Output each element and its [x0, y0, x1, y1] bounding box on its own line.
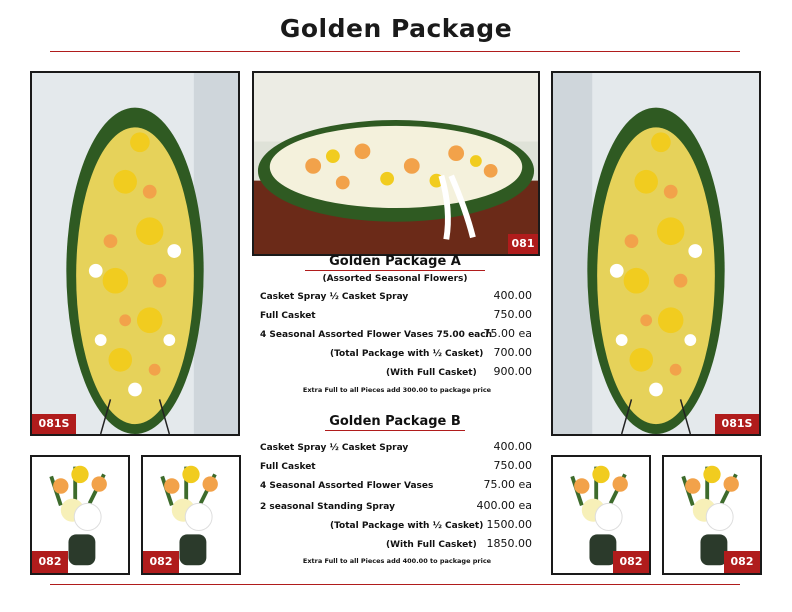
- standing-spray-photo-left: [30, 71, 240, 436]
- package-a-total-half: (Total Package with ½ Casket): [330, 349, 484, 359]
- product-code-badge: 081S: [715, 414, 759, 434]
- package-b-row-label: 2 seasonal Standing Spray: [260, 502, 395, 512]
- product-code-badge: 082: [143, 551, 179, 573]
- package-a-row-price: 900.00: [493, 365, 532, 378]
- casket-spray-photo: [254, 73, 538, 254]
- package-a-divider: [305, 270, 485, 271]
- product-code-badge: 082: [724, 551, 760, 573]
- bottom-divider: [50, 584, 740, 585]
- vase-photo-2: [141, 455, 241, 575]
- page-title: Golden Package: [279, 14, 513, 43]
- standing-spray-photo: [32, 73, 238, 434]
- package-a-note: Extra Full to all Pieces add 300.00 to package price: [302, 386, 492, 394]
- package-b-row-price: 400.00: [493, 440, 532, 453]
- package-a-subheading: (Assorted Seasonal Flowers): [322, 274, 468, 284]
- package-a-row-price: 700.00: [493, 346, 532, 359]
- vase-photo-3: [551, 455, 651, 575]
- product-code-badge: 081S: [32, 414, 76, 434]
- package-b-note: Extra Full to all Pieces add 400.00 to package price: [302, 557, 492, 565]
- package-a-row-price: 400.00: [493, 289, 532, 302]
- standing-spray-photo-right: [551, 71, 761, 436]
- package-a-row-label: Full Casket: [260, 311, 316, 321]
- top-divider: [50, 51, 740, 52]
- package-a-row-label: 4 Seasonal Assorted Flower Vases 75.00 each: [260, 330, 493, 340]
- package-b-row-label: Casket Spray ½ Casket Spray: [260, 443, 409, 453]
- package-b-total-half: (Total Package with ½ Casket): [330, 521, 484, 531]
- vase-photo-1: [30, 455, 130, 575]
- package-a-total-full: (With Full Casket): [386, 368, 477, 378]
- package-b-total-full: (With Full Casket): [386, 540, 477, 550]
- package-a-row-price: 75.00 ea: [483, 327, 532, 340]
- package-b-row-price: 750.00: [493, 459, 532, 472]
- vase-photo-4: [662, 455, 762, 575]
- package-b-heading: Golden Package B: [329, 414, 461, 429]
- product-code-badge: 081: [508, 234, 538, 254]
- package-a-heading: Golden Package A: [329, 254, 461, 269]
- package-a-row-price: 750.00: [493, 308, 532, 321]
- package-b-row-price: 1850.00: [486, 537, 532, 550]
- casket-spray-photo-frame: [252, 71, 540, 256]
- package-b-row-label: Full Casket: [260, 462, 316, 472]
- package-b-row-price: 1500.00: [486, 518, 532, 531]
- standing-spray-photo: [553, 73, 759, 434]
- package-a-row-label: Casket Spray ½ Casket Spray: [260, 292, 409, 302]
- package-b-row-price: 400.00 ea: [476, 499, 532, 512]
- package-b-divider: [325, 430, 465, 431]
- package-b-row-label: 4 Seasonal Assorted Flower Vases: [260, 481, 434, 491]
- product-code-badge: 082: [32, 551, 68, 573]
- product-code-badge: 082: [613, 551, 649, 573]
- package-b-row-price: 75.00 ea: [483, 478, 532, 491]
